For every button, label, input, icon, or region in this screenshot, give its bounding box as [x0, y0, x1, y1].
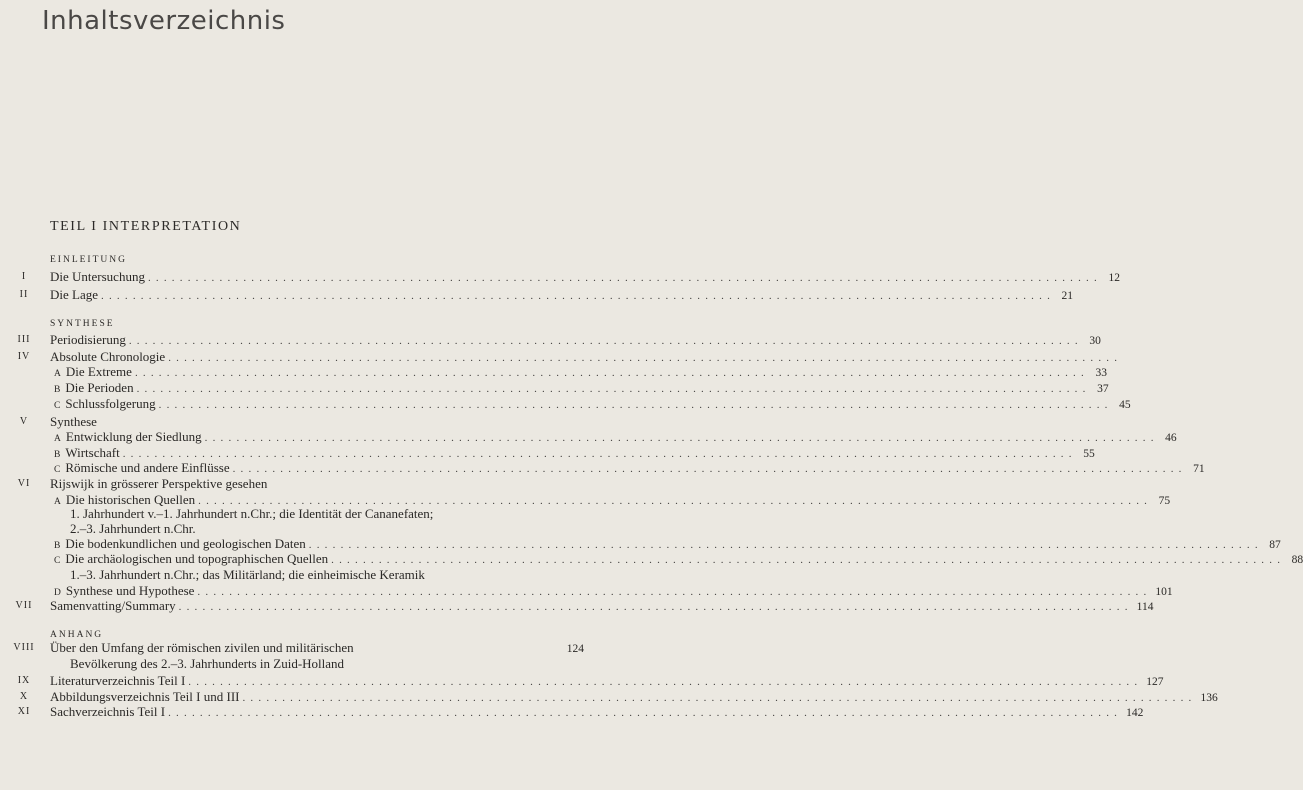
page-number: 33: [1095, 367, 1107, 379]
subsection-letter: A: [54, 497, 61, 507]
page-number: 136: [1200, 692, 1218, 704]
toc-entry: [0, 287, 1074, 303]
toc-entry: [0, 349, 1123, 365]
chapter-number: IV: [17, 351, 31, 362]
dot-leader: ........................................................................................................................: [158, 399, 1113, 411]
toc-entry: [0, 551, 1303, 567]
page-number: 45: [1119, 399, 1131, 411]
entry-title: Bevölkerung des 2.–3. Jahrhunderts in Zuid-Holland: [70, 656, 345, 671]
toc-entry: [0, 506, 609, 522]
entry-title: Sachverzeichnis Teil I: [50, 704, 166, 719]
toc-entry: [0, 460, 1205, 476]
entry-title: Synthese und Hypothese: [65, 583, 195, 598]
toc-entry: [0, 536, 1281, 552]
section-heading: SYNTHESE: [50, 319, 115, 329]
entry-title: Die Untersuchung: [50, 269, 145, 284]
entry-title: Synthese: [50, 414, 97, 429]
subsection-letter: C: [54, 465, 61, 475]
entry-title: 1.–3. Jahrhundert n.Chr.; das Militärland; die einheimische Keramik: [70, 567, 425, 582]
dot-leader: ........................................................................................................................: [101, 290, 1056, 302]
entry-title: Absolute Chronologie: [50, 349, 166, 364]
chapter-number: VII: [15, 600, 33, 611]
page-number: 142: [1126, 707, 1144, 719]
toc-entry: [0, 656, 609, 672]
dot-leader: ........................................................................................................................: [128, 335, 1083, 347]
toc-entry: [0, 673, 1164, 689]
entry-title: Rijswijk in grösserer Perspektive gesehen: [50, 476, 268, 491]
page-title: Inhaltsverzeichnis: [42, 6, 286, 36]
page-number: 46: [1165, 432, 1177, 444]
toc-entry: [0, 332, 1101, 348]
section-heading: EINLEITUNG: [50, 255, 127, 265]
section-heading: ANHANG: [50, 630, 104, 640]
toc-entry: [0, 380, 1109, 396]
subsection-letter: A: [54, 434, 61, 444]
dot-leader: ........................................................................................................................: [178, 601, 1133, 613]
entry-title: Samenvatting/Summary: [50, 598, 176, 613]
dot-leader: ........................................................................................................................: [242, 692, 1197, 704]
page-number: 87: [1269, 539, 1281, 551]
toc-entry: [0, 445, 1095, 461]
toc-entry: [0, 598, 1154, 614]
toc-entry: [0, 269, 1120, 285]
toc-entry: [0, 521, 609, 537]
dot-leader: ........................................................................................................................: [188, 676, 1143, 688]
toc-entry: [0, 640, 609, 656]
subsection-letter: B: [54, 385, 61, 395]
toc-entry: [0, 429, 1177, 445]
page-number: 30: [1089, 335, 1101, 347]
chapter-number: VI: [17, 478, 31, 489]
page-number: 71: [1193, 463, 1205, 475]
page-number: 101: [1155, 586, 1173, 598]
chapter-number: VIII: [13, 642, 35, 653]
entry-title: Schlussfolgerung: [65, 396, 156, 411]
entry-title: Entwicklung der Siedlung: [65, 429, 202, 444]
entry-title: Periodisierung: [50, 332, 126, 347]
page-number: 124: [566, 643, 584, 655]
toc-entry: [0, 704, 1144, 720]
dot-leader: ........................................................................................................................: [168, 707, 1123, 719]
dot-leader: ........................................................................................................................: [204, 432, 1159, 444]
chapter-number: XI: [17, 706, 31, 717]
entry-title: Römische und andere Einflüsse: [65, 460, 230, 475]
dot-leader: ........................................................................................................................: [198, 495, 1153, 507]
dot-leader: ........................................................................................................................: [308, 539, 1263, 551]
chapter-number: IX: [17, 675, 31, 686]
page-number: 88: [1291, 554, 1303, 566]
subsection-letter: B: [54, 450, 61, 460]
dot-leader: ........................................................................................................................: [197, 586, 1152, 598]
subsection-letter: C: [54, 401, 61, 411]
page-number: 21: [1061, 290, 1074, 302]
chapter-number: V: [19, 416, 29, 427]
page-number: 55: [1083, 448, 1095, 460]
entry-title: Über den Umfang der römischen zivilen und militärischen: [50, 640, 354, 655]
chapter-number: X: [19, 691, 29, 702]
dot-leader: ........................................................................................................................: [136, 383, 1091, 395]
toc-entry: [0, 567, 609, 583]
entry-title: Wirtschaft: [65, 445, 120, 460]
page-number: 75: [1158, 495, 1171, 507]
entry-title: Literaturverzeichnis Teil I: [50, 673, 186, 688]
entry-title: Die archäologischen und topographischen Quellen: [65, 551, 329, 566]
page-number: 37: [1097, 383, 1109, 395]
dot-leader: ........................................................................................................................: [168, 352, 1123, 364]
page-number: 114: [1136, 601, 1154, 613]
dot-leader: ........................................................................................................................: [232, 463, 1187, 475]
dot-leader: ........................................................................................................................: [134, 367, 1089, 379]
entry-title: Die Perioden: [65, 380, 134, 395]
chapter-number: II: [19, 289, 29, 300]
toc-entry: [0, 364, 1107, 380]
entry-title: Die Lage: [50, 287, 99, 302]
dot-leader: ........................................................................................................................: [331, 554, 1286, 566]
toc-entry: [0, 414, 609, 430]
entry-title: 1. Jahrhundert v.–1. Jahrhundert n.Chr.; die Identität der Cananefaten;: [70, 506, 434, 521]
chapter-number: I: [21, 271, 27, 282]
dot-leader: ........................................................................................................................: [122, 448, 1077, 460]
toc-entry: [0, 476, 609, 492]
entry-title: Abbildungsverzeichnis Teil I und III: [50, 689, 240, 704]
chapter-number: III: [17, 334, 31, 345]
subsection-letter: A: [54, 369, 61, 379]
entry-title: Die Extreme: [65, 364, 132, 379]
toc-entry: [0, 583, 1173, 599]
page-number: 12: [1108, 272, 1120, 284]
entry-title: Die historischen Quellen: [65, 492, 196, 507]
toc-entry: [0, 396, 1131, 412]
entry-title: 2.–3. Jahrhundert n.Chr.: [70, 521, 196, 536]
subsection-letter: D: [54, 588, 61, 598]
dot-leader: ........................................................................................................................: [147, 272, 1102, 284]
subsection-letter: B: [54, 541, 61, 551]
part-title: TEIL I INTERPRETATION: [50, 219, 242, 234]
entry-title: Die bodenkundlichen und geologischen Daten: [65, 536, 306, 551]
page-number: 127: [1146, 676, 1164, 688]
subsection-letter: C: [54, 556, 61, 566]
toc-entry: [0, 689, 1218, 705]
